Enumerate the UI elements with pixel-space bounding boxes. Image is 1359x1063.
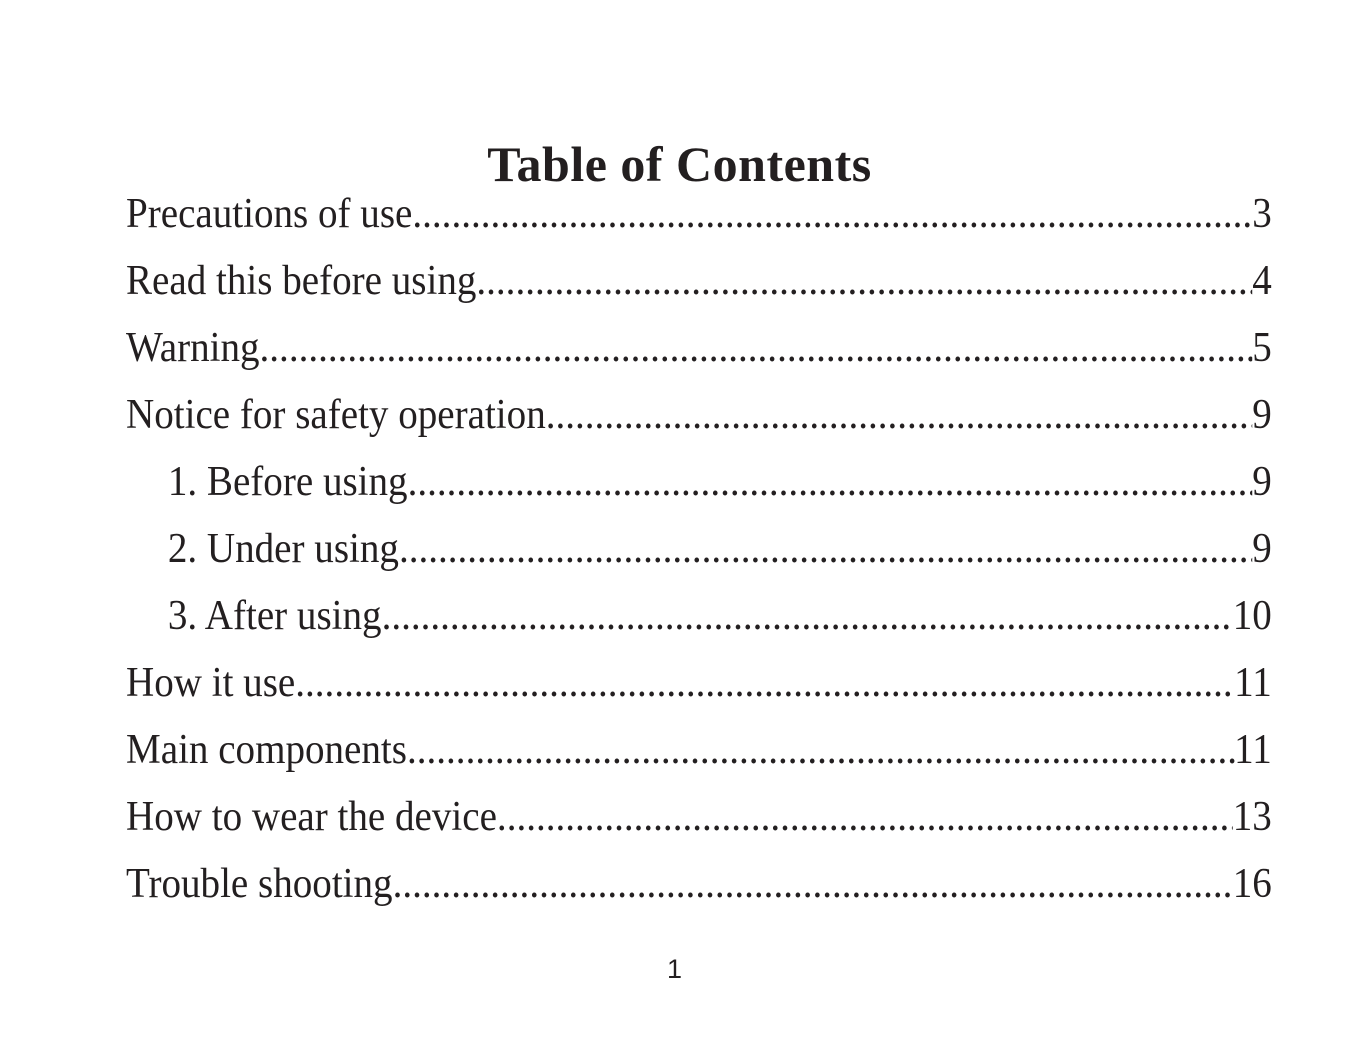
toc-entry-page: 13 xyxy=(1232,794,1272,840)
toc-entry-label: 2. Under using xyxy=(167,526,399,572)
toc-leader-dots xyxy=(412,188,1252,240)
toc-leader-dots xyxy=(399,523,1252,575)
toc-leader-dots xyxy=(407,724,1234,776)
toc-leader-dots xyxy=(546,389,1252,441)
toc-entry-label: Main components xyxy=(126,727,407,773)
toc-entry-page: 11 xyxy=(1234,660,1272,706)
toc-entry-label: Warning xyxy=(126,325,260,371)
toc-entry[interactable] xyxy=(126,791,1272,858)
toc-entry-page: 11 xyxy=(1234,727,1272,773)
toc-entry-page: 9 xyxy=(1252,459,1272,505)
toc-entry-label: How it use xyxy=(126,660,296,706)
toc-subentry[interactable] xyxy=(126,523,1272,590)
toc-leader-dots xyxy=(497,791,1233,843)
toc-leader-dots xyxy=(408,456,1253,508)
toc-entry-label: 1. Before using xyxy=(167,459,408,505)
toc-title: Table of Contents xyxy=(487,135,872,192)
toc-leader-dots xyxy=(295,657,1234,709)
toc-entry-label: 3. After using xyxy=(167,593,382,639)
toc-subentry[interactable] xyxy=(126,590,1272,657)
toc-entry-label: Read this before using xyxy=(126,258,477,304)
toc-entry[interactable] xyxy=(126,858,1272,925)
toc-entry[interactable] xyxy=(126,255,1272,322)
toc-entry[interactable] xyxy=(126,724,1272,791)
toc-entry-page: 3 xyxy=(1252,191,1272,237)
toc-entry[interactable] xyxy=(126,188,1272,255)
toc-entry-page: 5 xyxy=(1252,325,1272,371)
page-number: 1 xyxy=(666,954,683,984)
toc-entry-label: How to wear the device xyxy=(126,794,497,840)
toc-subentry[interactable] xyxy=(126,456,1272,523)
toc-entry-page: 9 xyxy=(1252,526,1272,572)
toc-entry-page: 9 xyxy=(1252,392,1272,438)
toc-entry[interactable] xyxy=(126,322,1272,389)
toc-entry[interactable] xyxy=(126,389,1272,456)
toc-entry-page: 4 xyxy=(1252,258,1272,304)
toc-list xyxy=(126,188,1272,925)
toc-entry[interactable] xyxy=(126,657,1272,724)
toc-leader-dots xyxy=(382,590,1233,642)
toc-leader-dots xyxy=(393,858,1233,910)
toc-entry-label: Trouble shooting xyxy=(126,861,393,907)
toc-entry-page: 16 xyxy=(1232,861,1272,907)
toc-entry-label: Precautions of use xyxy=(126,191,413,237)
toc-leader-dots xyxy=(260,322,1253,374)
toc-entry-label: Notice for safety operation xyxy=(126,392,546,438)
toc-entry-page: 10 xyxy=(1232,593,1272,639)
toc-leader-dots xyxy=(476,255,1252,307)
